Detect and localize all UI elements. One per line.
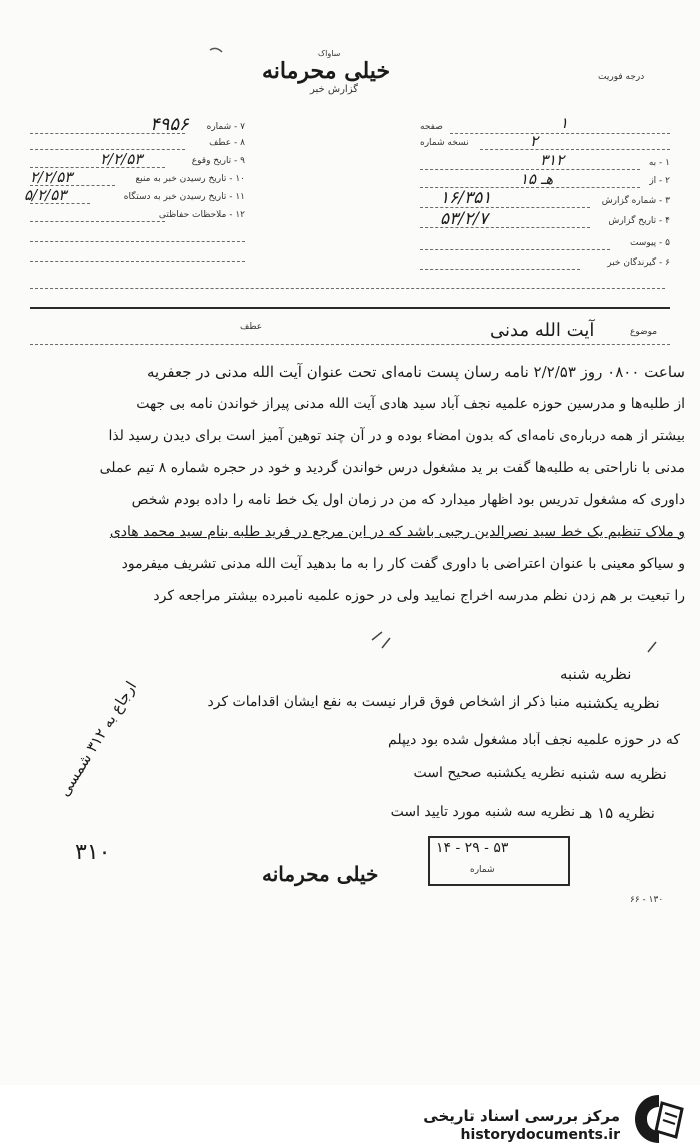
agency-name: ساواک (318, 49, 341, 58)
priority-label: درجه فوریت (598, 72, 645, 82)
reference-label: عطف (240, 322, 263, 332)
note-text-5: نظریه سه شنبه مورد تایید است (390, 804, 575, 820)
field-copy-value: ۲ (530, 132, 539, 150)
field-number-label: ۷ - شماره (206, 122, 245, 132)
field-report-date-value: ۵۳/۲/۷ (440, 209, 488, 229)
field-copy-label: نسخه شماره (420, 138, 469, 148)
note-label-5: نظریه ۱۵ هـ (580, 804, 655, 822)
field-report-no-label: ۳ - شماره گزارش (601, 196, 670, 206)
field-report-date-label: ۴ - تاریخ گزارش (608, 216, 670, 226)
note-label-4: نظریه سه شنبه (570, 765, 667, 783)
bottom-classification: خیلی محرمانه (262, 862, 379, 886)
field-source-date-label: ۱۰ - تاریخ رسیدن خبر به منبع (135, 174, 245, 184)
note-label-2: نظریه یکشنبه (575, 694, 660, 712)
body-line: مدنی با ناراحتی به طلبه‌ها گفت بر ید مشغول درس خواندن گردید و خود در حجره شماره ۸ تیم عملی (99, 460, 685, 476)
note-text-4: نظریه یکشنبه صحیح است (413, 765, 565, 781)
body-line: ساعت ۰۸۰۰ روز ۲/۲/۵۳ نامه رسان پست نامه‌ای تحت عنوان آیت الله مدنی در جعفریه (146, 363, 685, 381)
classification-stamp: خیلی محرمانه (262, 58, 391, 84)
field-recipients-label: ۶ - گیرندگان خبر (607, 258, 670, 268)
watermark-name: مرکز بررسی اسناد تاریخی (423, 1107, 620, 1125)
field-event-date-value: ۲/۲/۵۳ (100, 150, 143, 168)
field-page-value: ۱ (560, 114, 569, 132)
field-page-label: صفحه (420, 122, 443, 132)
body-line: را تبعیت بر هم زدن نظم مدرسه اخراج نمایید ولی در حوزه علمیه نامبرده بیشتر مراجعه کرد (153, 588, 685, 604)
field-to-label: ۱ - به (648, 158, 670, 168)
field-attachment-label: ۵ - پیوست (629, 238, 670, 248)
stamp-label: شماره (470, 865, 495, 875)
field-from-label: ۲ - از (649, 176, 670, 186)
subject-value: آیت الله مدنی (490, 320, 595, 341)
field-security-label: ۱۲ - ملاحظات حفاظتی (158, 210, 245, 220)
form-code: ۱۳۰ - ۶۶ (630, 895, 664, 905)
body-line: از طلبه‌ها و مدرسین حوزه علمیه نجف آباد سید هادی آیت الله مدنی پیراز خواندن نامه بی جهت (136, 396, 685, 412)
body-line: و ملاک تنظیم یک خط سید نصرالدین رجبی باشد که در این مرجع در فرید طلبه بنام سید محمد هادی (109, 524, 685, 540)
field-number-value: ۴۹۵۶ (150, 114, 189, 135)
margin-number: ۳۱۰ (75, 840, 111, 865)
field-source-date-value: ۲/۲/۵۳ (30, 168, 73, 186)
field-agency-date-value: ۵/۲/۵۳ (24, 186, 67, 204)
report-title: گزارش خبر (310, 84, 358, 95)
field-from-value: ۱۵ هـ (520, 170, 554, 188)
field-report-no-value: ۱۶/۳۵۱ (440, 188, 492, 208)
body-line: داوری که مشغول تدریس بود اظهار میدارد که من در زمان اول یک خط نامه را داده بودم شخص (131, 492, 685, 508)
watermark-url[interactable]: historydocuments.ir (460, 1127, 620, 1143)
watermark-footer (0, 1085, 700, 1147)
body-line: بیشتر از همه درباره‌ی نامه‌ای که بدون امضاء بوده و در آن چند توهین آمیز است برای دیدن رسید لذا (108, 428, 685, 444)
field-agency-date-label: ۱۱ - تاریخ رسیدن خبر به دستگاه (123, 192, 245, 202)
note-label-1: نظریه شنبه (560, 665, 632, 683)
field-to-value: ۳۱۲ (540, 151, 565, 169)
body-line: و سیاکو معینی با عنوان اعتراضی با داوری گفت کار را به ما بدهید آیت الله مدنی تشریف میفرمود (121, 556, 685, 572)
stamp-date: ۱۴ - ۲۹ - ۵۳ (436, 840, 509, 856)
field-event-date-label: ۹ - تاریخ وقوع (191, 156, 245, 166)
margin-referral-note: ارجاع به ۳۱۲ شمسی (55, 678, 141, 800)
archive-logo-icon (632, 1093, 686, 1145)
note-text-3: که در حوزه علمیه نجف آباد مشغول شده بود دیپلم (388, 732, 680, 748)
subject-label: موضوع (630, 327, 658, 337)
field-ref-label: ۸ - عطف (209, 138, 245, 148)
note-text-2: منبا ذکر از اشخاص فوق قرار نیست به نفع ایشان اقدامات کرد (207, 694, 570, 710)
